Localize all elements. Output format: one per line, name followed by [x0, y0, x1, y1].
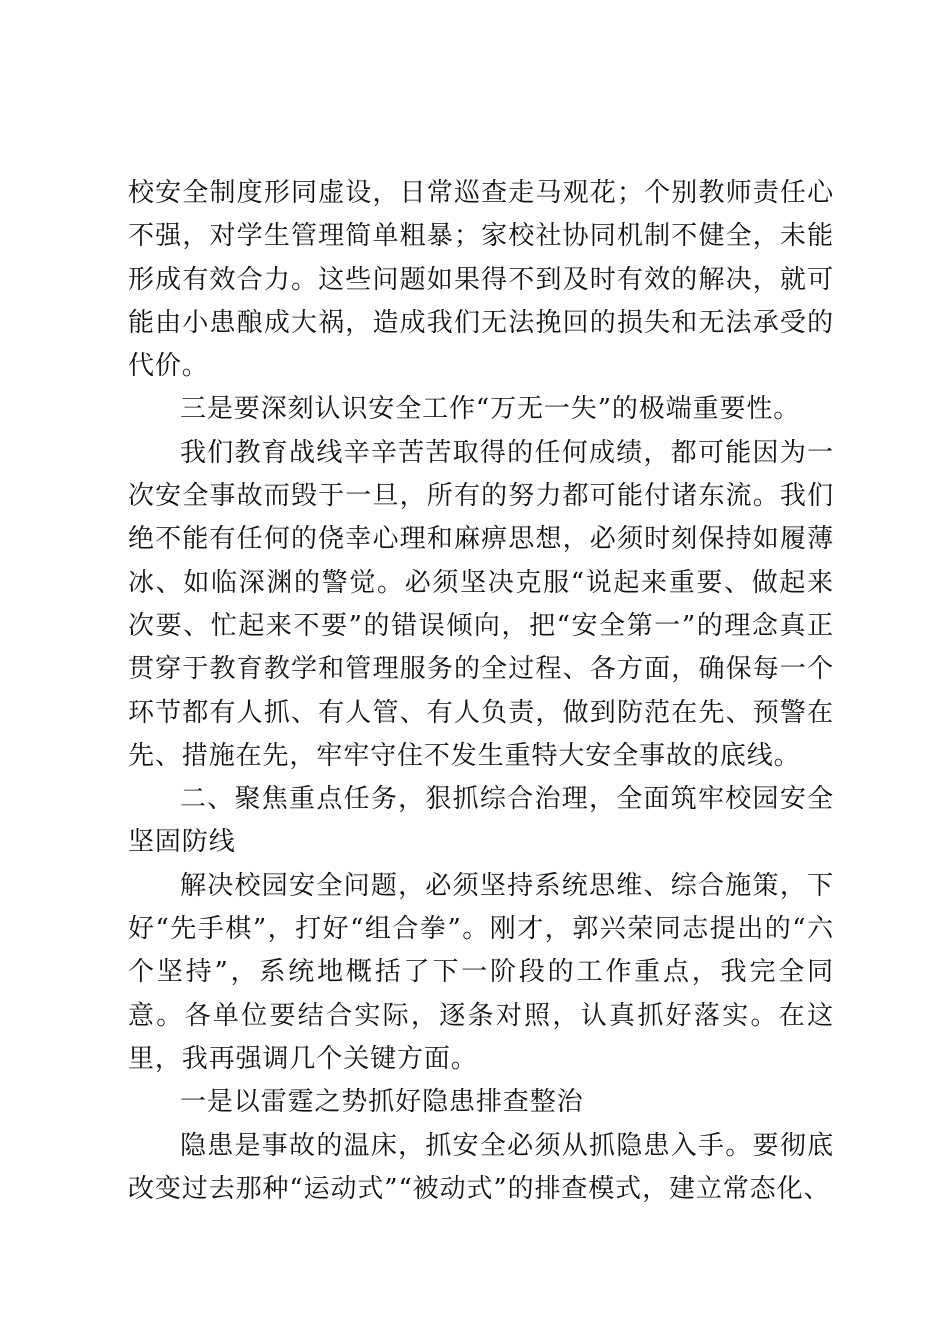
section-heading: 二、聚焦重点任务，狠抓综合治理，全面筑牢校园安全坚固防线	[128, 784, 834, 858]
subheading-safety-importance: 三是要深刻认识安全工作“万无一失”的极端重要性。	[180, 394, 801, 425]
paragraph-continued: 校安全制度形同虚设，日常巡查走马观花；个别教师责任心不强，对学生管理简单粗暴；家校社协同机制不健全，未能形成有效合力。这些问题如果得不到及时有效的解决，就可能由小患酿成大祸，造成我们无法挽回的损失和无法承受的代价。	[128, 178, 834, 382]
subheading-hazard-inspection: 一是以雷霆之势抓好隐患排查整治	[180, 1087, 584, 1118]
paragraph-body: 隐患是事故的温床，抓安全必须从抓隐患入手。要彻底改变过去那种“运动式”“被动式”的排查模式，建立常态化、	[128, 1130, 834, 1204]
document-body	[128, 172, 834, 1211]
paragraph-body: 解决校园安全问题，必须坚持系统思维、综合施策，下好“先手棋”，打好“组合拳”。刚才，郭兴荣同志提出的“六个坚持”，系统地概括了下一阶段的工作重点，我完全同意。各单位要结合实际，逐条对照，认真抓好落实。在这里，我再强调几个关键方面。	[128, 870, 834, 1074]
paragraph-body: 我们教育战线辛辛苦苦取得的任何成绩，都可能因为一次安全事故而毁于一旦，所有的努力都可能付诸东流。我们绝不能有任何的侥幸心理和麻痹思想，必须时刻保持如履薄冰、如临深渊的警觉。必须坚决克服“说起来重要、做起来次要、忙起来不要”的错误倾向，把“安全第一”的理念真正贯穿于教育教学和管理服务的全过程、各方面，确保每一个环节都有人抓、有人管、有人负责，做到防范在先、预警在先、措施在先，牢牢守住不发生重特大安全事故的底线。	[128, 437, 834, 771]
